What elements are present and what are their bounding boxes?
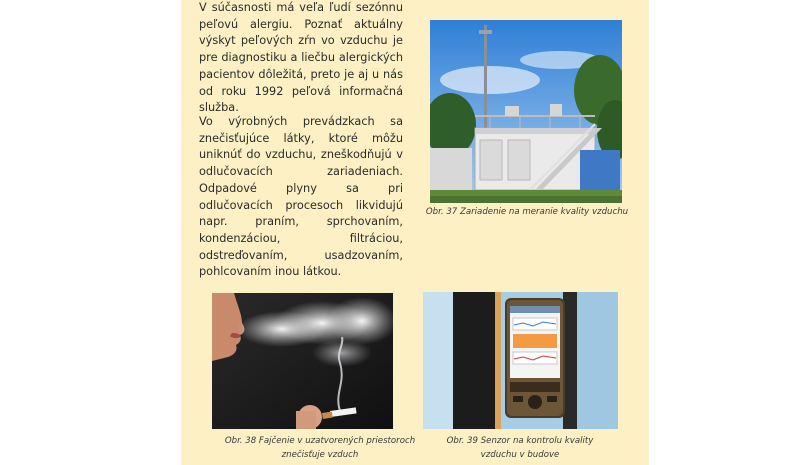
caption-fig38-line2: znečisťuje vzduch	[281, 450, 359, 460]
caption-fig39-line1: Obr. 39 Senzor na kontrolu kvality	[446, 436, 594, 446]
caption-fig39	[420, 434, 620, 462]
paragraph-industrial-emissions: Vo výrobných prevádzkach sa znečisťujúce látky, ktoré môžu uniknúť do vzduchu, zneškodňujú v odlučovacích zariadeniach. Odpadové plyny sa pri odlučovacích procesoch likvidujú napr. praním, sprchovaním, kondenzáciou, filtráciou, odstreďovaním, usadzovaním, pohlcovaním inou látkou.	[199, 115, 403, 279]
photo-smoking	[212, 293, 393, 429]
caption-fig38-line1: Obr. 38 Fajčenie v uzatvorených priestoroch	[224, 436, 416, 446]
station-illustration	[430, 20, 622, 203]
paragraph-pollen-allergy: V súčasnosti má veľa ľudí sezónnu peľovú alergiu. Poznať aktuálny výskyt peľových zŕn vo vzduchu je pre diagnostiku a liečbu alergických pacientov dôležitá, preto je aj u nás od roku 1992 peľová informačná služba.	[199, 1, 403, 115]
photo-air-quality-station	[430, 20, 622, 203]
sensor-illustration	[423, 292, 618, 429]
photo-air-sensor	[423, 292, 618, 429]
caption-fig38	[212, 434, 428, 462]
caption-fig39-line2: vzduchu v budove	[480, 450, 560, 460]
smoking-illustration	[212, 293, 393, 429]
caption-fig37: Obr. 37 Zariadenie na meranie kvality vzduchu	[425, 207, 629, 217]
